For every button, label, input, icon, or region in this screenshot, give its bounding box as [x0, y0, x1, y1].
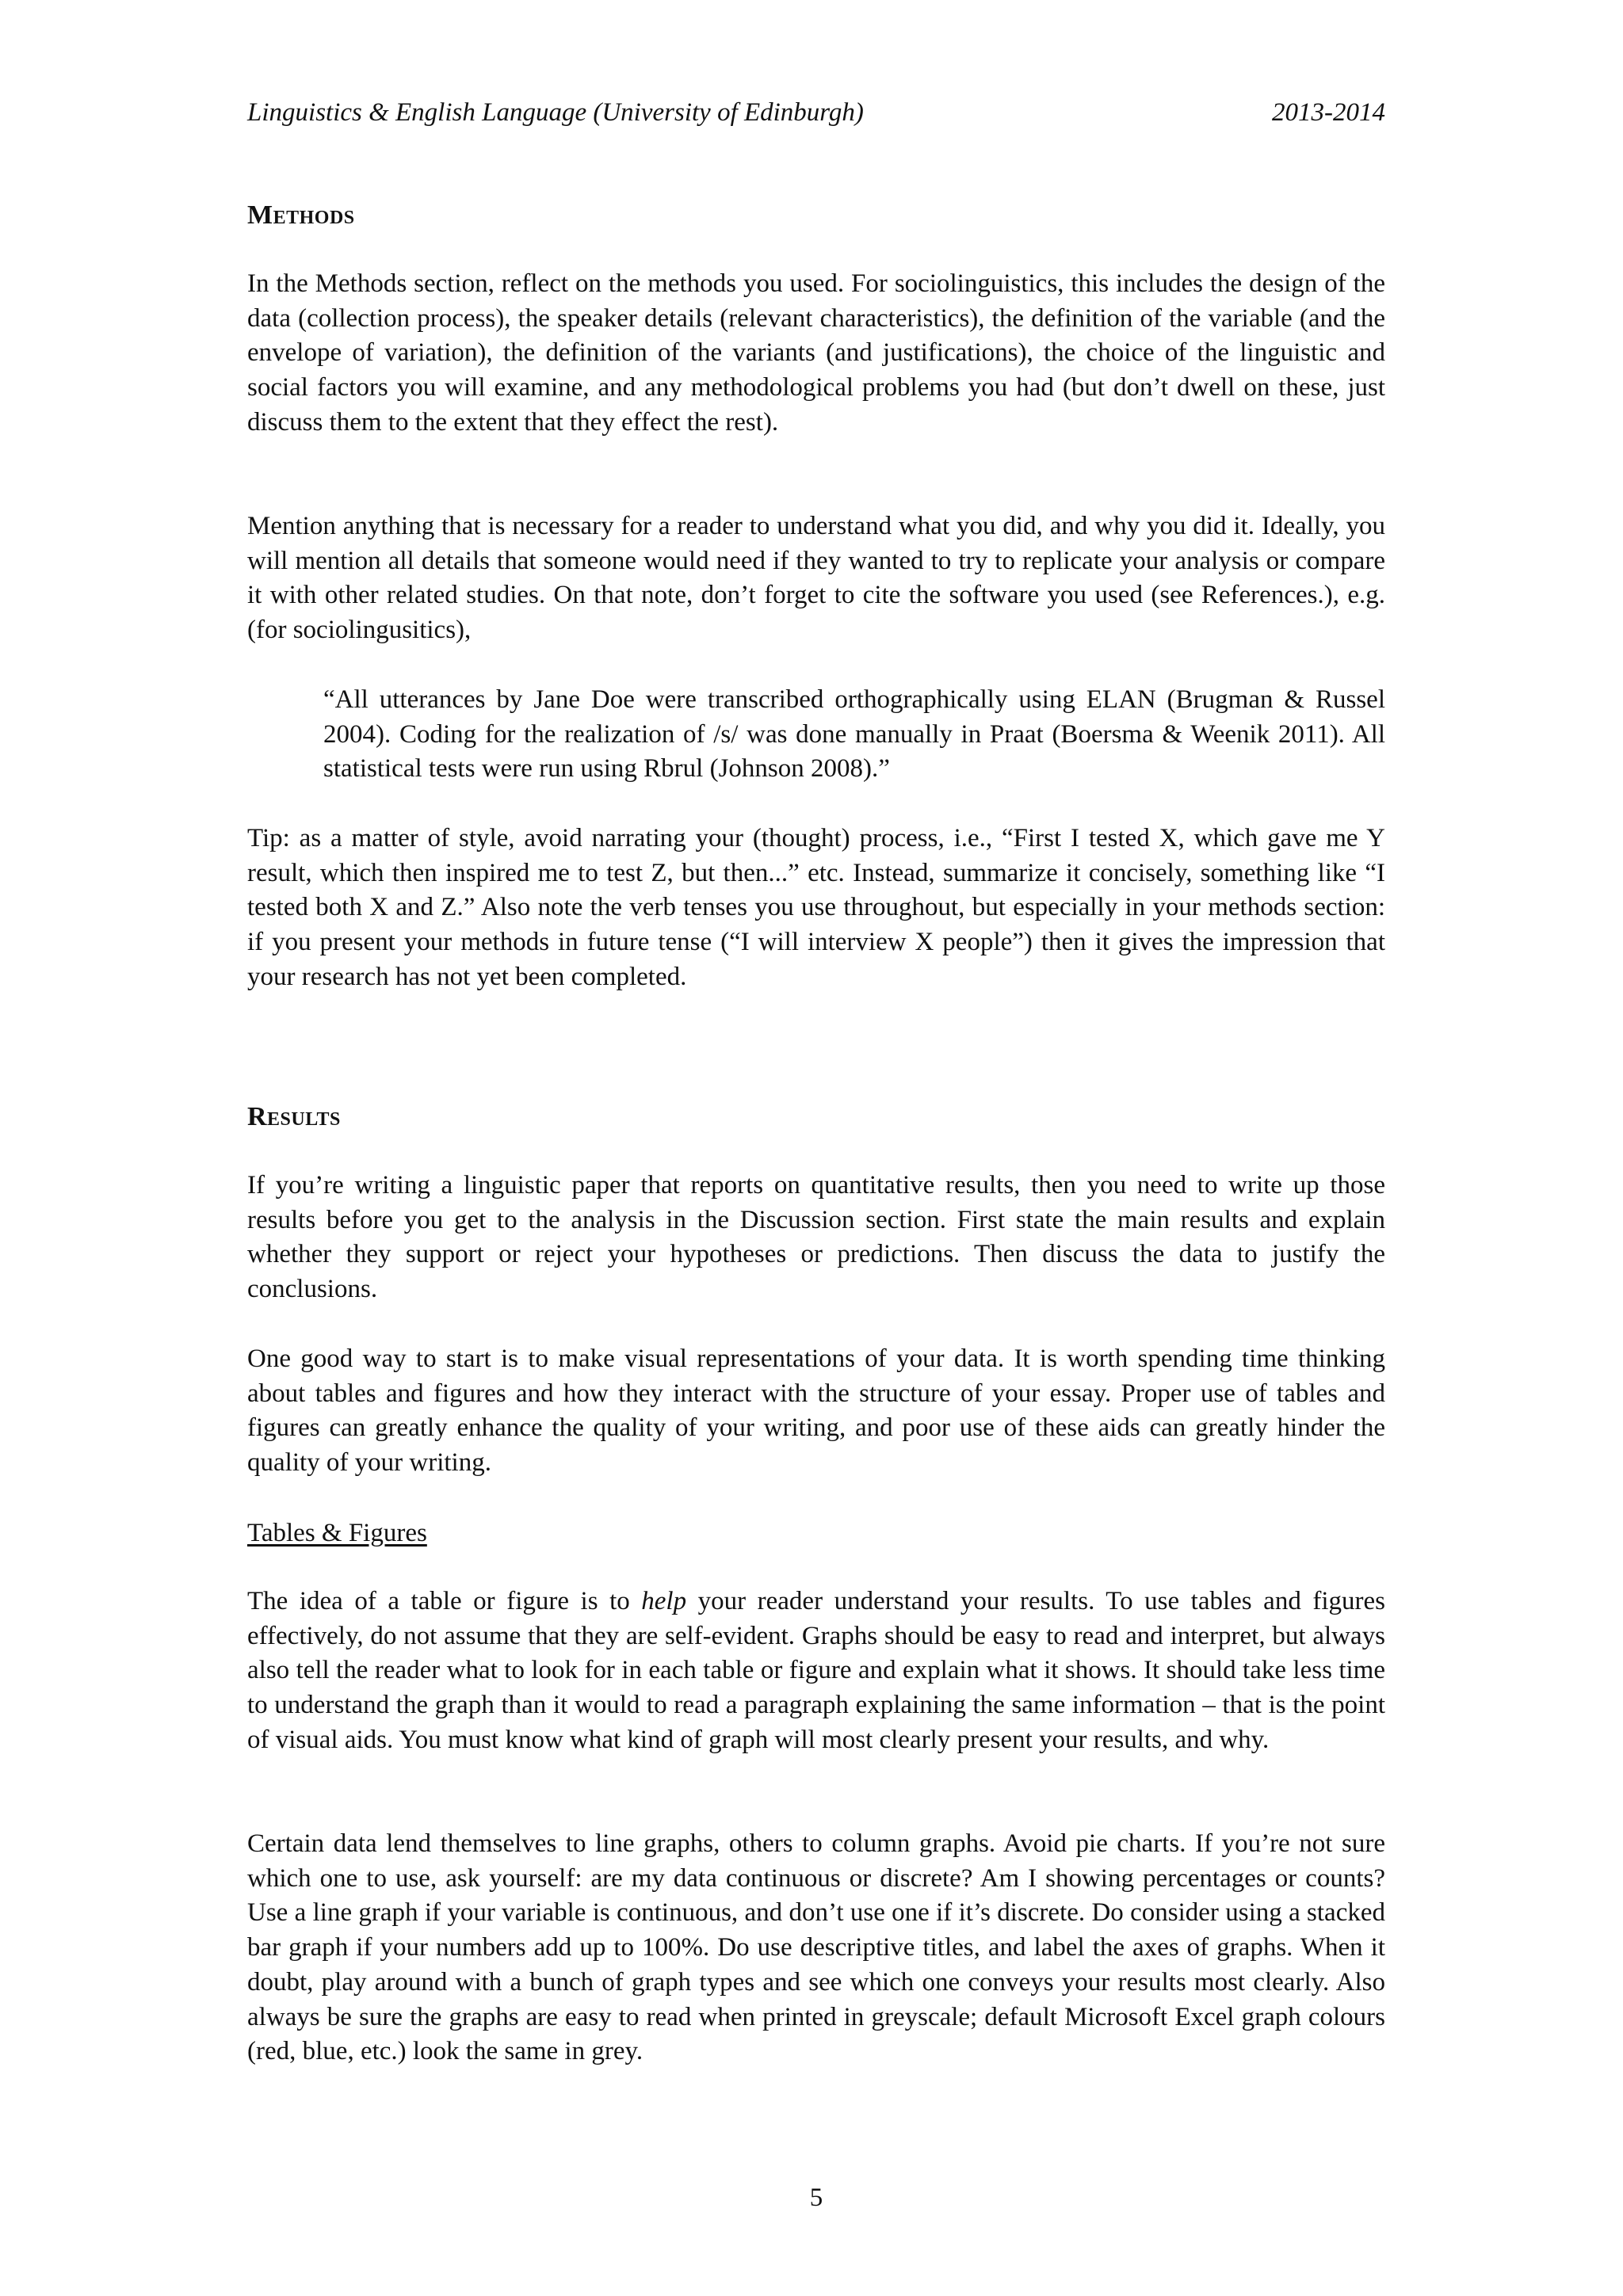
header-course-title: Linguistics & English Language (University of Edinburgh) — [247, 98, 864, 127]
paragraph-3-text-start: The idea of a table or figure is to — [247, 1587, 642, 1615]
methods-paragraph-3: Tip: as a matter of style, avoid narrating your (thought) process, i.e., “First I tested X, which gave me Y result, which then inspired me to test Z, but then...” etc. Instead, summarize it concisely, something like “I tested both X and Z.” Also note the verb tenses you use throughout, but especially in your methods section: if you present your methods in future tense (“I will interview X people”) then it gives the impression that your research has not yet been completed. — [247, 824, 1385, 991]
paragraph-3-text-end: your reader understand your results. To use tables and figures effectively, do not assume that they are self-evident. Graphs should be easy to read and interpret, but always also tell the reader what to look for in each table or figure and explain what it shows. It should take less time to understand the graph than it would to read a paragraph explaining the same information – that is the point of visual aids. You must know what kind of graph will most clearly present your results, and why. — [247, 1587, 1385, 1754]
header-academic-year: 2013-2014 — [1272, 98, 1385, 127]
methods-example-quote: “All utterances by Jane Doe were transcribed orthographically using ELAN (Brugman & Russel 2004). Coding for the realization of /s/ was done manually in Praat (Boersma & Weenik 2011). All statistical tests were run using Rbrul (Johnson 2008).” — [323, 685, 1385, 784]
methods-paragraph-2: Mention anything that is necessary for a reader to understand what you did, and why you did it. Ideally, you will mention all details that someone would need if they wanted to try to replicate your analysis or compare it with other related studies. On that note, don’t forget to cite the software you used (see References.), e.g. (for sociolingusitics), — [247, 512, 1385, 645]
results-paragraph-2: One good way to start is to make visual representations of your data. It is worth spending time thinking about tables and figures and how they interact with the structure of your essay. Proper use of tables and figures can greatly enhance the quality of your writing, and poor use of these aids can greatly hinder the quality of your writing. — [247, 1344, 1385, 1478]
results-paragraph-4: Certain data lend themselves to line graphs, others to column graphs. Avoid pie charts. If you’re not sure which one to use, ask yourself: are my data continuous or discrete? Am I showing percentages or counts? Use a line graph if your variable is continuous, and don’t use one if it’s discrete. Do consider using a stacked bar graph if your numbers add up to 100%. Do use descriptive titles, and label the axes of graphs. When it doubt, play around with a bunch of graph types and see which one conveys your results most clearly. Also always be sure the graphs are easy to read when printed in greyscale; default Microsoft Excel graph colours (red, blue, etc.) look the same in grey. — [247, 1829, 1385, 2066]
page-number: 5 — [809, 2183, 823, 2212]
results-heading: Results — [247, 1102, 341, 1131]
results-paragraph-1: If you’re writing a linguistic paper that reports on quantitative results, then you need to write up those results before you get to the analysis in the Discussion section. First state the main results and explain whether they support or reject your hypotheses or predictions. Then discuss the data to justify the conclusions. — [247, 1171, 1385, 1304]
emphasis-help: help — [641, 1587, 687, 1615]
methods-heading: Methods — [247, 200, 355, 230]
methods-paragraph-1: In the Methods section, reflect on the methods you used. For sociolinguistics, this includes the design of the data (collection process), the speaker details (relevant characteristics), the definition of the variable (and the envelope of variation), the definition of the variants (and justifications), the choice of the linguistic and social factors you will examine, and any methodological problems you had (but don’t dwell on these, just discuss them to the extent that they effect the rest). — [247, 269, 1385, 437]
results-paragraph-3 — [247, 1585, 1385, 1758]
tables-figures-subheading: Tables & Figures — [247, 1519, 427, 1547]
document-page — [247, 0, 1385, 2296]
